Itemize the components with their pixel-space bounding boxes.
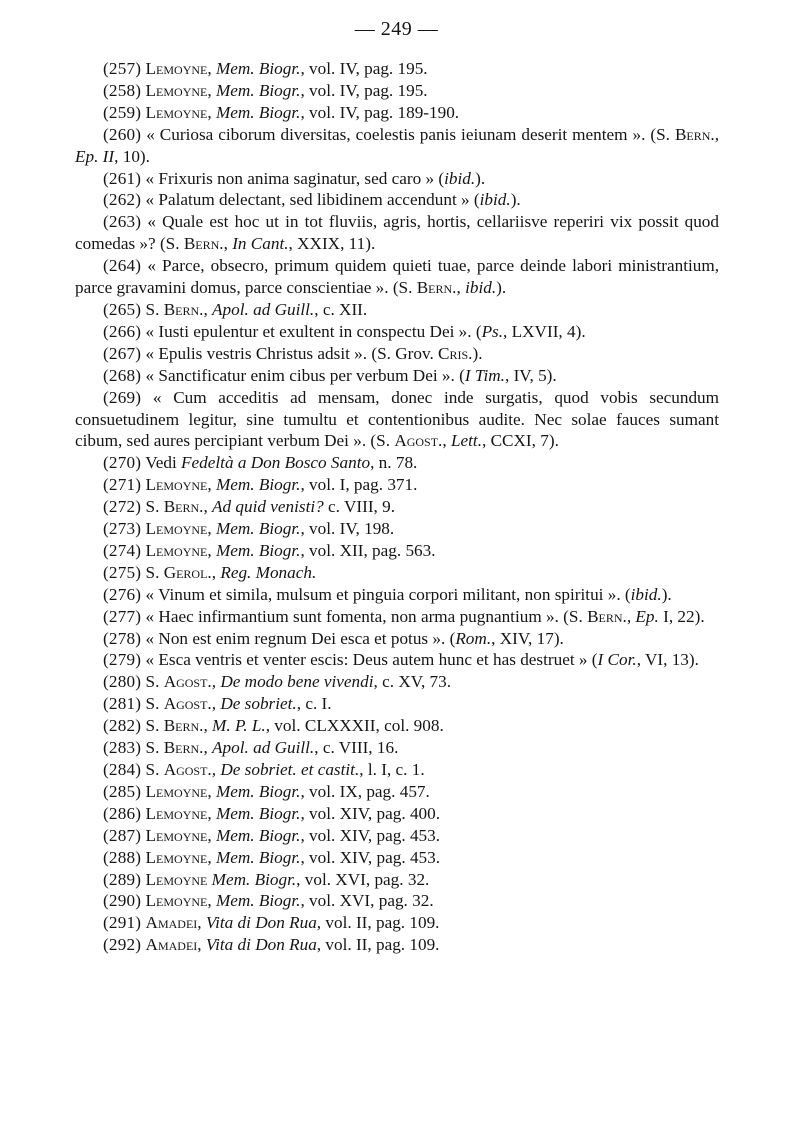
footnote-text: , VI, 13). — [636, 650, 699, 670]
footnote-number: (265) — [103, 299, 142, 319]
citation-title: Mem. Biogr. — [215, 891, 301, 911]
author-name: Bern. — [587, 606, 627, 626]
footnote-number: (289) — [103, 869, 142, 889]
footnote — [75, 124, 719, 168]
author-name: Agost. — [394, 431, 443, 451]
citation-title: Rom. — [455, 628, 492, 648]
footnote-text: , vol. IV, pag. 195. — [300, 80, 428, 100]
footnote-text: S. — [145, 562, 164, 582]
footnote-text: , XIV, 17). — [491, 628, 564, 648]
citation-title: M. P. L. — [212, 716, 266, 736]
footnote-text: , vol. IV, pag. 189-190. — [300, 102, 460, 122]
footnote-text: , — [211, 562, 221, 582]
footnote-text: , XXIX, 11). — [288, 234, 376, 254]
footnote-text: , vol. CLXXXII, col. 908. — [265, 716, 444, 736]
footnote — [75, 649, 719, 671]
footnote-number: (275) — [103, 562, 142, 582]
footnote-text: « Frixuris non anima saginatur, sed caro » ( — [145, 168, 445, 188]
footnote — [75, 321, 719, 343]
footnote — [75, 80, 719, 102]
footnote-text: , — [207, 102, 216, 122]
citation-title: Mem. Biogr. — [215, 825, 301, 845]
footnote-number: (260) — [103, 124, 142, 144]
citation-title: In Cant. — [232, 234, 289, 254]
footnote-text: , vol. XIV, pag. 453. — [300, 825, 441, 845]
footnote — [75, 693, 719, 715]
citation-title: De sobriet. et castit. — [220, 760, 360, 779]
footnote — [75, 869, 719, 891]
citation-title: Mem. Biogr. — [215, 519, 301, 539]
citation-title: Reg. Monach. — [220, 562, 317, 582]
footnote-text: « Vinum et simila, mulsum et pinguia corpori militant, non spiritui ». ( — [145, 584, 631, 604]
footnote-text: , vol. II, pag. 109. — [316, 913, 440, 933]
footnote-text: , — [626, 606, 636, 626]
footnote-number: (259) — [103, 102, 142, 122]
author-name: Lemoyne — [145, 59, 208, 78]
footnote-number: (264) — [103, 256, 142, 276]
citation-title: De modo bene vivendi — [220, 672, 374, 692]
footnote-text: « Esca ventris et venter escis: Deus autem hunc et has destruet » ( — [145, 650, 598, 670]
footnote-number: (290) — [103, 891, 142, 911]
footnote — [75, 847, 719, 869]
footnote — [75, 58, 719, 80]
author-name: Amadei — [145, 913, 198, 933]
citation-title: Fedeltà a Don Bosco Santo — [181, 453, 371, 473]
footnote-text: , l. I, c. 1. — [359, 760, 425, 779]
footnote-number: (271) — [103, 475, 142, 495]
citation-title: Ep. II — [75, 146, 115, 166]
citation-title: Mem. Biogr. — [211, 869, 297, 889]
page-number: — 249 — — [354, 18, 439, 40]
footnote — [75, 387, 719, 453]
footnote-text: « Parce, obsecro, primum quidem quieti tuae, parce deinde labori ministrantium, parce gravamini domus, parce conscientiae ». (S. — [75, 256, 719, 298]
citation-title: ibid. — [444, 168, 476, 188]
footnote-text: , — [442, 431, 451, 451]
author-name: Bern. — [163, 716, 204, 736]
footnote-text: « Quale est hoc ut in tot fluviis, agris, hortis, cellariisve reperiri vix possit quod comedas »? (S. — [75, 212, 719, 254]
footnote-text: ). — [661, 584, 672, 604]
footnote-text: , vol. XVI, pag. 32. — [296, 869, 430, 889]
footnote-text: S. — [145, 694, 164, 714]
footnote-number: (272) — [103, 497, 142, 517]
footnote — [75, 518, 719, 540]
footnote-text: , — [207, 519, 216, 539]
footnote — [75, 496, 719, 518]
footnote — [75, 189, 719, 211]
footnote-text: « Epulis vestris Christus adsit ». (S. Grov. — [145, 343, 439, 363]
footnote-text: , vol. II, pag. 109. — [316, 935, 440, 955]
footnote-text: , — [207, 803, 216, 823]
footnote-text: , — [207, 475, 216, 495]
footnote-text: ). — [510, 190, 521, 210]
citation-title: I Cor. — [597, 650, 637, 670]
footnotes-list — [75, 58, 719, 956]
footnote-number: (286) — [103, 803, 142, 823]
citation-title: ibid. — [465, 278, 497, 298]
citation-title: Mem. Biogr. — [215, 59, 301, 78]
footnote — [75, 211, 719, 255]
footnote — [75, 365, 719, 387]
author-name: Lemoyne — [145, 540, 208, 560]
footnote-text: , vol. XIV, pag. 400. — [300, 803, 441, 823]
citation-title: Vita di Don Rua — [205, 935, 317, 955]
footnote — [75, 255, 719, 299]
footnote-text: , — [207, 781, 216, 801]
footnote-number: (281) — [103, 694, 142, 714]
author-name: Gerol. — [163, 562, 212, 582]
footnote-number: (268) — [103, 365, 142, 385]
footnote — [75, 803, 719, 825]
footnote — [75, 584, 719, 606]
footnote-text: , vol. IV, 198. — [300, 519, 395, 539]
footnote-text: , — [211, 760, 221, 779]
footnote-number: (287) — [103, 825, 142, 845]
footnote-text: , — [456, 278, 466, 298]
footnote — [75, 343, 719, 365]
footnote-text: , c. XV, 73. — [373, 672, 452, 692]
footnote-number: (288) — [103, 847, 142, 867]
footnote-text: , — [207, 825, 216, 845]
footnote-text: « Sanctificatur enim cibus per verbum Dei ». ( — [145, 365, 465, 385]
footnote-text: , n. 78. — [370, 453, 418, 473]
author-name: Lemoyne — [145, 102, 208, 122]
author-name: Lemoyne — [145, 891, 208, 911]
footnote — [75, 890, 719, 912]
footnote-number: (270) — [103, 453, 142, 473]
footnote — [75, 912, 719, 934]
footnote-text: S. — [145, 716, 164, 736]
footnote-text: ). — [496, 278, 507, 298]
footnote — [75, 825, 719, 847]
citation-title: Apol. ad Guill. — [212, 299, 315, 319]
citation-title: Ps. — [481, 321, 504, 341]
footnote-text: « Haec infirmantium sunt fomenta, non arma pugnantium ». (S. — [145, 606, 588, 626]
footnote-text: , — [223, 234, 233, 254]
author-name: Lemoyne — [145, 825, 208, 845]
footnote-text: , IV, 5). — [504, 365, 557, 385]
footnote-text: , — [207, 847, 216, 867]
footnote-number: (279) — [103, 650, 142, 670]
citation-title: Mem. Biogr. — [215, 540, 301, 560]
footnote — [75, 562, 719, 584]
footnote-number: (285) — [103, 781, 142, 801]
footnote-text: S. — [145, 672, 164, 692]
footnote-number: (274) — [103, 540, 142, 560]
author-name: Lemoyne — [145, 847, 208, 867]
footnote-text: , 10). — [114, 146, 150, 166]
author-name: Bern. — [163, 738, 204, 758]
footnote-number: (291) — [103, 913, 142, 933]
footnote-text: , — [207, 59, 216, 78]
footnote-text: , c. VIII, 16. — [314, 738, 399, 758]
footnote — [75, 934, 719, 956]
footnote — [75, 737, 719, 759]
footnote-text: , — [714, 124, 720, 144]
citation-title: Mem. Biogr. — [215, 80, 301, 100]
citation-title: Mem. Biogr. — [215, 803, 301, 823]
author-name: Bern. — [674, 124, 715, 144]
footnote-number: (267) — [103, 343, 142, 363]
footnote-text: c. VIII, 9. — [323, 497, 396, 517]
author-name: Agost. — [163, 694, 212, 714]
footnote — [75, 628, 719, 650]
author-name: Bern. — [163, 497, 204, 517]
citation-title: Mem. Biogr. — [215, 781, 301, 801]
footnote-text: « Iusti epulentur et exultent in conspectu Dei ». ( — [145, 321, 482, 341]
citation-title: Mem. Biogr. — [215, 847, 301, 867]
footnote-number: (257) — [103, 59, 142, 78]
footnote-text: , vol. XVI, pag. 32. — [300, 891, 434, 911]
footnote-text: , — [211, 694, 221, 714]
footnote-text: , c. I. — [296, 694, 332, 714]
footnote-number: (261) — [103, 168, 142, 188]
footnote-text: S. — [145, 738, 164, 758]
footnote-number: (282) — [103, 716, 142, 736]
footnote-text: I, 22). — [658, 606, 705, 626]
footnote-text: « Cum acceditis ad mensam, donec inde surgatis, quod vobis secundum consuetudinem legitur, sine tumultu et contentionibus audite. Nec solae fauces sumant cibum, sed aures percipiant verbum Dei ». (S. — [75, 387, 720, 451]
author-name: Lemoyne — [145, 803, 208, 823]
footnote-text: S. — [145, 299, 164, 319]
footnote-text: , vol. XII, pag. 563. — [300, 540, 436, 560]
footnote-text: , vol. IV, pag. 195. — [300, 59, 428, 78]
footnote-text: « Palatum delectant, sed libidinem accendunt » ( — [145, 190, 480, 210]
footnote-number: (269) — [103, 387, 142, 407]
citation-title: Lett. — [450, 431, 482, 451]
footnote-text: , vol. I, pag. 371. — [300, 475, 418, 495]
footnote-text: Vedi — [145, 453, 182, 473]
footnote-text: S. — [145, 760, 164, 779]
citation-title: Ep. — [635, 606, 659, 626]
author-name: Agost. — [163, 760, 212, 779]
citation-title: Ad quid venisti? — [212, 497, 324, 517]
author-name: Agost. — [163, 672, 212, 692]
footnote — [75, 168, 719, 190]
footnote-text: « Curiosa ciborum diversitas, coelestis panis ieiunam deserit mentem ». (S. — [146, 124, 675, 144]
footnote — [75, 781, 719, 803]
author-name: Lemoyne — [145, 80, 208, 100]
footnote-text: , — [197, 935, 206, 955]
citation-title: Mem. Biogr. — [215, 475, 301, 495]
author-name: Lemoyne — [145, 781, 208, 801]
author-name: Cris. — [438, 343, 473, 363]
citation-title: Apol. ad Guill. — [212, 738, 315, 758]
footnote — [75, 102, 719, 124]
footnote-text: , — [197, 913, 206, 933]
footnote-text: ). — [475, 168, 486, 188]
footnote-text: , — [211, 672, 221, 692]
citation-title: I Tim. — [464, 365, 505, 385]
citation-title: Mem. Biogr. — [215, 102, 301, 122]
footnote — [75, 299, 719, 321]
author-name: Bern. — [416, 278, 457, 298]
footnote-number: (277) — [103, 606, 142, 626]
footnote-text: ). — [472, 343, 483, 363]
footnote-text: , vol. IX, pag. 457. — [300, 781, 430, 801]
footnote-text: , — [203, 497, 213, 517]
footnote-text: , vol. XIV, pag. 453. — [300, 847, 441, 867]
footnote — [75, 540, 719, 562]
footnote-number: (283) — [103, 738, 142, 758]
footnote-text: , CCXI, 7). — [482, 431, 559, 451]
footnote-number: (262) — [103, 190, 142, 210]
citation-title: De sobriet. — [220, 694, 297, 714]
footnote-text: , LXVII, 4). — [503, 321, 586, 341]
author-name: Amadei — [145, 935, 198, 955]
footnote-text: S. — [145, 497, 164, 517]
footnote-number: (276) — [103, 584, 142, 604]
footnote-text: , c. XII. — [314, 299, 368, 319]
citation-title: ibid. — [630, 584, 662, 604]
author-name: Lemoyne — [145, 869, 208, 889]
citation-title: Vita di Don Rua — [205, 913, 317, 933]
footnote-number: (292) — [103, 935, 142, 955]
footnote-text: , — [203, 738, 213, 758]
footnote-text: , — [203, 716, 213, 736]
author-name: Bern. — [183, 234, 224, 254]
footnote-text: « Non est enim regnum Dei esca et potus ». ( — [145, 628, 456, 648]
footnote-number: (266) — [103, 321, 142, 341]
footnote-text: , — [207, 80, 216, 100]
footnote-number: (273) — [103, 519, 142, 539]
footnote — [75, 606, 719, 628]
footnote-number: (258) — [103, 80, 142, 100]
footnote-number: (284) — [103, 760, 142, 779]
citation-title: ibid. — [479, 190, 511, 210]
footnote-number: (278) — [103, 628, 142, 648]
footnote-text: , — [203, 299, 213, 319]
footnote — [75, 474, 719, 496]
footnote-text: , — [207, 540, 216, 560]
footnote — [75, 671, 719, 693]
footnote-number: (263) — [103, 212, 142, 232]
footnote-number: (280) — [103, 672, 142, 692]
author-name: Lemoyne — [145, 475, 208, 495]
footnote — [75, 715, 719, 737]
footnote — [75, 452, 719, 474]
author-name: Bern. — [163, 299, 204, 319]
author-name: Lemoyne — [145, 519, 208, 539]
footnote-text: , — [207, 891, 216, 911]
footnote — [75, 759, 719, 781]
